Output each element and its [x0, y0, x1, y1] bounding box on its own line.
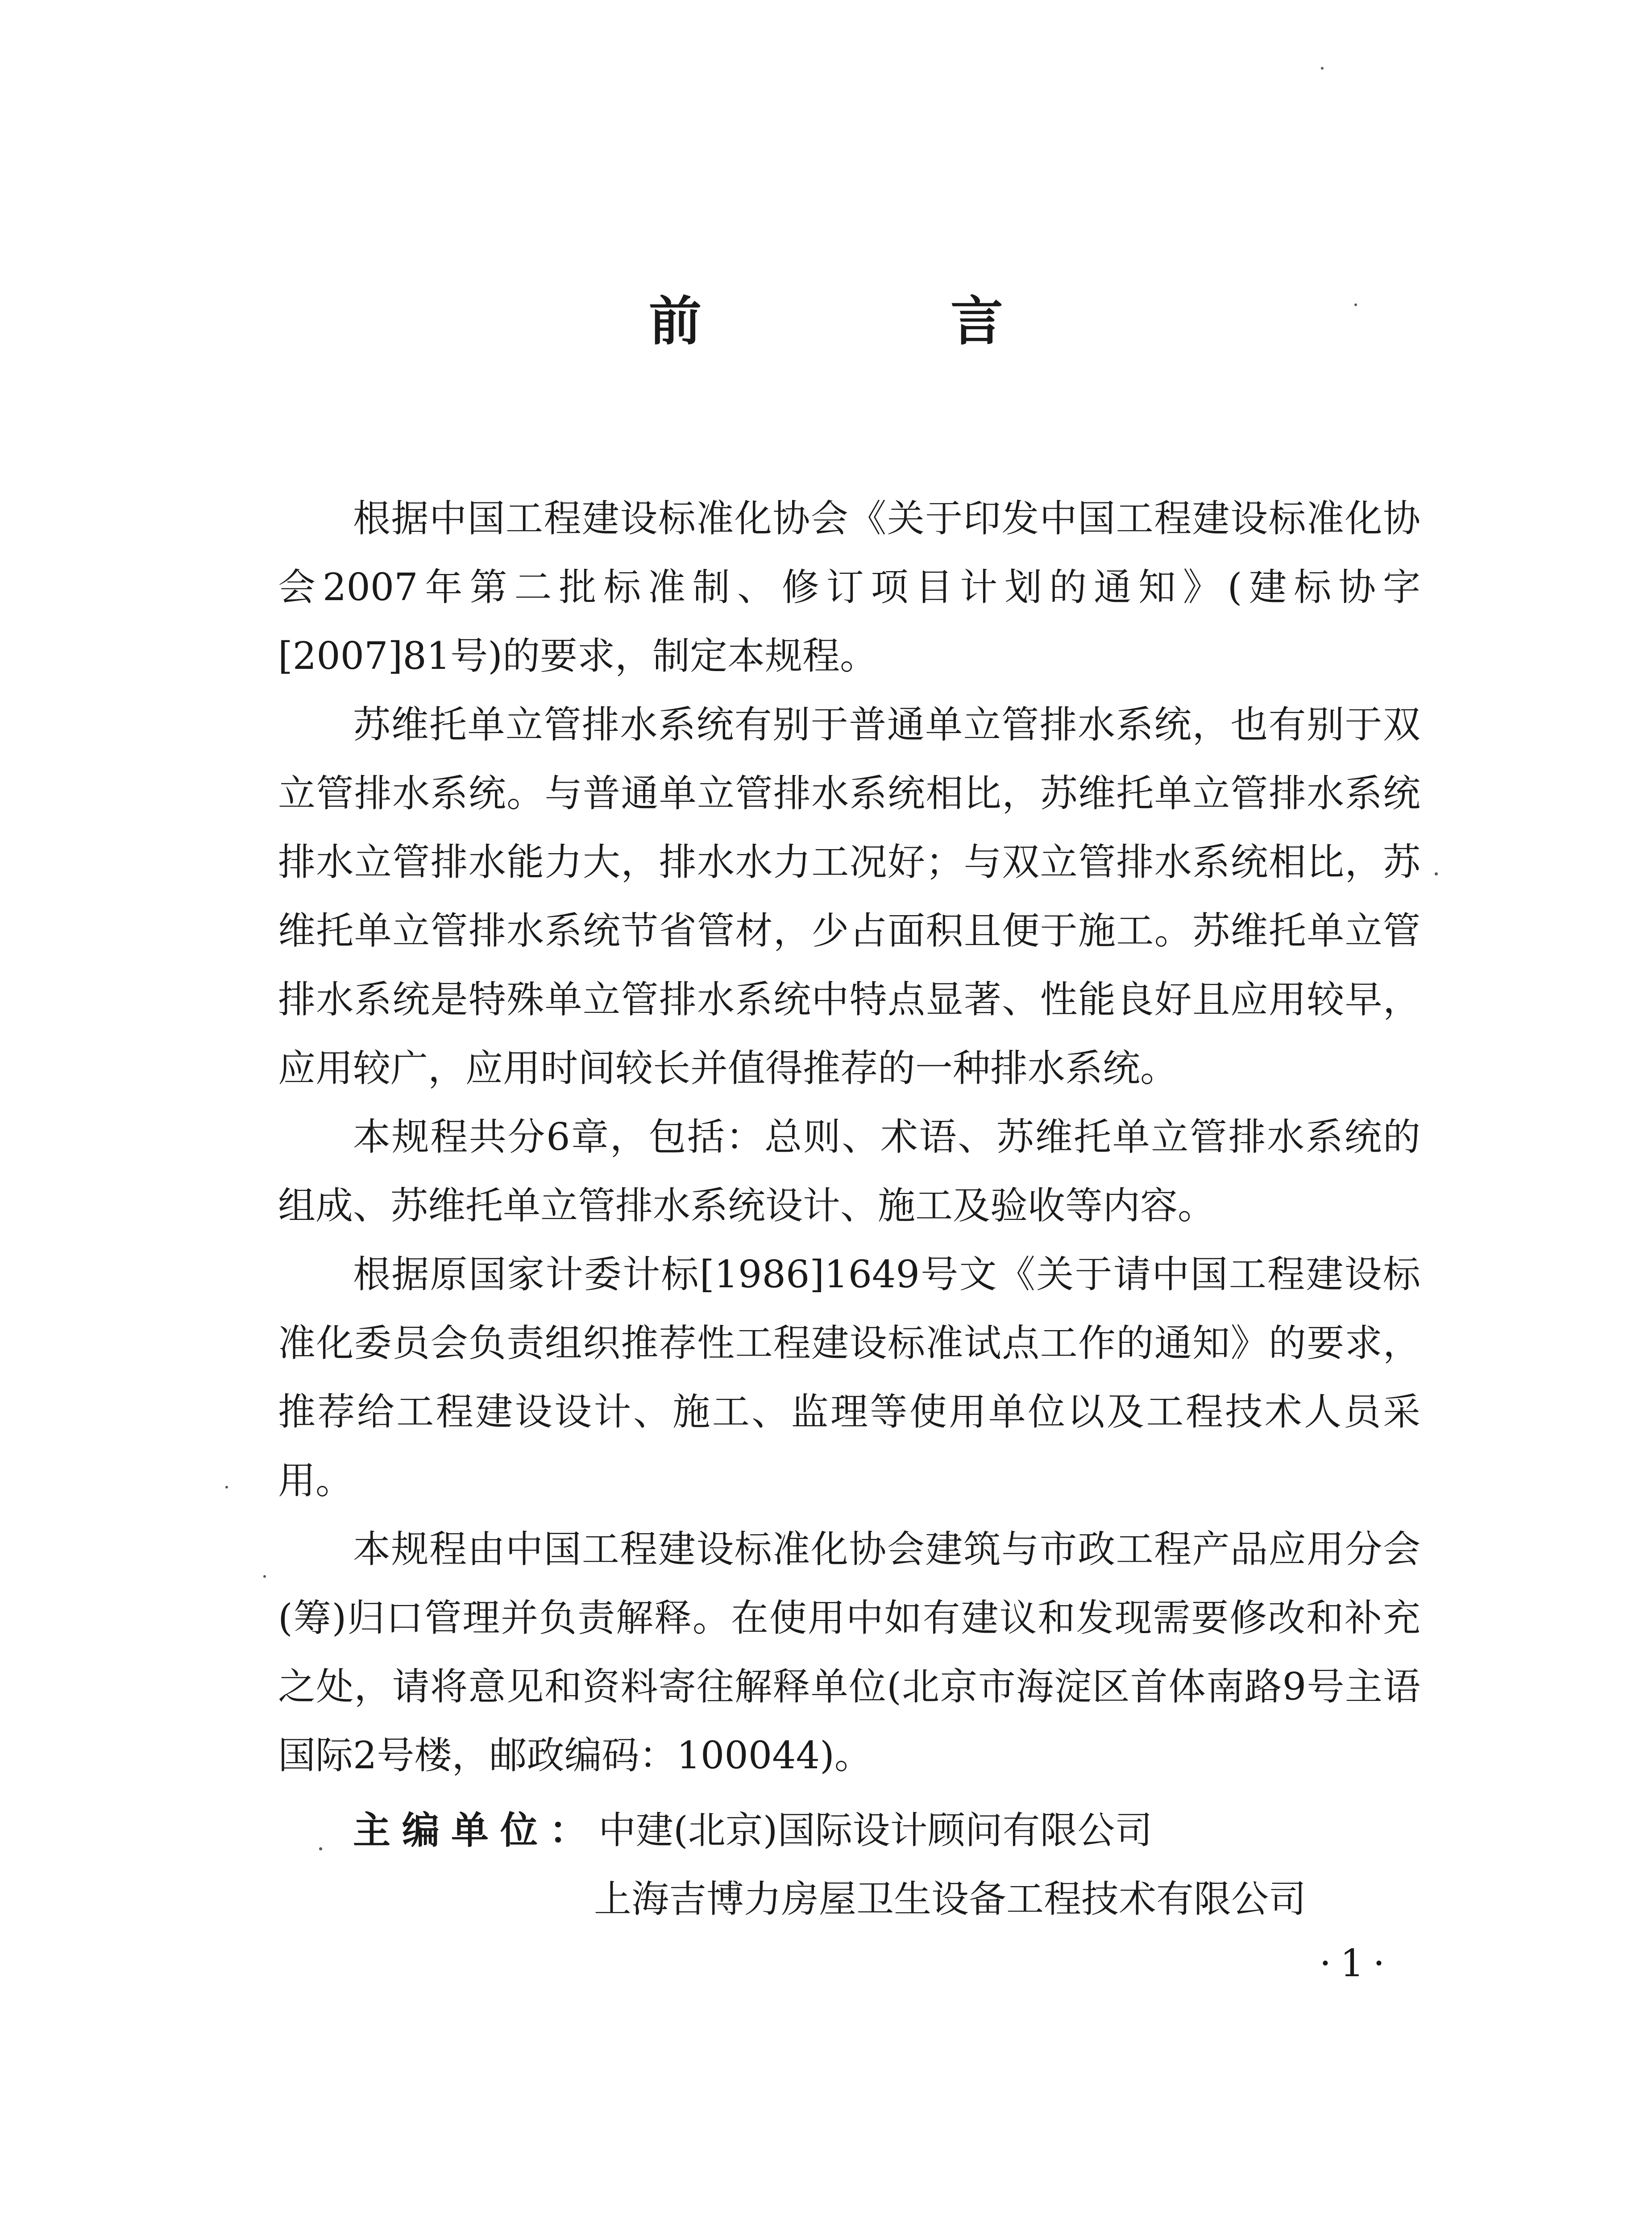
editor-label: 主编单位：: [353, 1808, 599, 1852]
scan-speck: [263, 1575, 266, 1578]
scan-speck: [1435, 872, 1438, 875]
chief-editor-units: [353, 1796, 1424, 1933]
paragraph-1: 根据中国工程建设标准化协会《关于印发中国工程建设标准化协会2007年第二批标准制、修订项目计划的通知》(建标协字[2007]81号)的要求，制定本规程。: [278, 497, 1420, 678]
page-number: ·1·: [1319, 1941, 1394, 1985]
paragraph-4: 根据原国家计委计标[1986]1649号文《关于请中国工程建设标准化委员会负责组织推荐性工程建设标准试点工作的通知》的要求，推荐给工程建设设计、施工、监理等使用单位以及工程技术人员采用。: [278, 1252, 1420, 1502]
scan-speck: [1354, 303, 1357, 306]
paragraph-3: 本规程共分6章，包括：总则、术语、苏维托单立管排水系统的组成、苏维托单立管排水系统设计、施工及验收等内容。: [278, 1115, 1420, 1227]
paragraph-5: 本规程由中国工程建设标准化协会建筑与市政工程产品应用分会(筹)归口管理并负责解释。在使用中如有建议和发现需要修改和补充之处，请将意见和资料寄往解释单位(北京市海淀区首体南路9号主语国际2号楼，邮政编码：100044)。: [278, 1527, 1420, 1777]
scan-speck: [319, 1847, 322, 1850]
page-title: 前 言: [648, 290, 1101, 352]
editor-unit-2: 上海吉博力房屋卫生设备工程技术有限公司: [594, 1877, 1307, 1921]
paragraph-2: 苏维托单立管排水系统有别于普通单立管排水系统，也有别于双立管排水系统。与普通单立管排水系统相比，苏维托单立管排水系统排水立管排水能力大，排水水力工况好；与双立管排水系统相比，苏维托单立管排水系统节省管材，少占面积且便于施工。苏维托单立管排水系统是特殊单立管排水系统中特点显著、性能良好且应用较早，应用较广，应用时间较长并值得推荐的一种排水系统。: [278, 703, 1420, 1090]
scan-speck: [225, 1486, 228, 1489]
editor-unit-1: 中建(北京)国际设计顾问有限公司: [598, 1808, 1153, 1852]
preface-body: [278, 484, 1420, 1790]
scan-speck: [1321, 67, 1324, 70]
editor-row-1: [353, 1796, 1424, 1865]
